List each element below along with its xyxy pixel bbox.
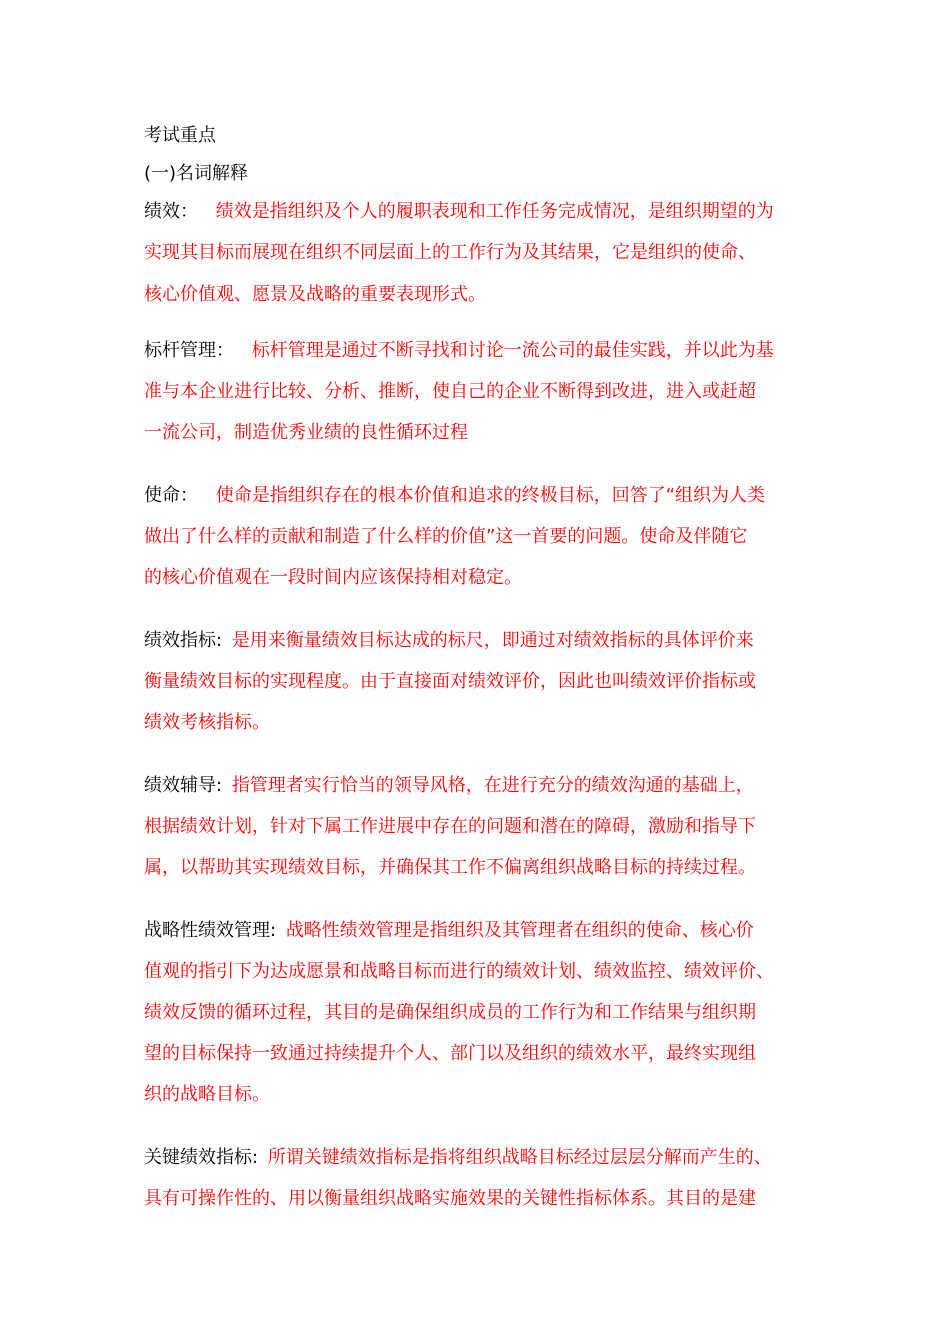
definition-line: 绩效考核指标。 bbox=[144, 712, 270, 733]
definition-line bbox=[144, 774, 754, 798]
definition-text: 绩效是指组织及个人的履职表现和工作任务完成情况，是组织期望的为 bbox=[215, 201, 774, 222]
term-label: 战略性绩效管理: bbox=[144, 920, 277, 941]
definition-text: 标杆管理是通过不断寻找和讨论一流公司的最佳实践，并以此为基 bbox=[251, 340, 774, 361]
definition-line: 具有可操作性的、用以衡量组织战略实施效果的关键性指标体系。其目的是建 bbox=[144, 1188, 756, 1209]
definition-line: 实现其目标而展现在组织不同层面上的工作行为及其结果，它是组织的使命、 bbox=[144, 242, 756, 263]
definition-line: 根据绩效计划，针对下属工作进展中存在的问题和潜在的障碍，激励和指导下 bbox=[144, 816, 756, 837]
definition-line bbox=[144, 629, 754, 653]
definition-line bbox=[144, 919, 754, 943]
term-label: 关键绩效指标: bbox=[144, 1147, 259, 1168]
document-subheading bbox=[144, 162, 248, 186]
definition-text: 指管理者实行恰当的领导风格，在进行充分的绩效沟通的基础上， bbox=[231, 775, 754, 796]
definition-line: 做出了什么样的贡献和制造了什么样的价值”这一首要的问题。使命及伴随它 bbox=[144, 526, 748, 547]
term-label: 绩效指标: bbox=[144, 630, 223, 651]
definition-line bbox=[144, 484, 765, 508]
definition-line: 值观的指引下为达成愿景和战略目标而进行的绩效计划、绩效监控、绩效评价、 bbox=[144, 961, 774, 982]
term-label: 绩效辅导: bbox=[144, 775, 223, 796]
definition-line: 织的战略目标。 bbox=[144, 1084, 270, 1105]
definition-line: 准与本企业进行比较、分析、推断，使自己的企业不断得到改进，进入或赶超 bbox=[144, 381, 756, 402]
definition-line bbox=[144, 339, 774, 363]
definition-line bbox=[144, 200, 774, 224]
term-label: 绩效： bbox=[144, 201, 198, 222]
heading-text: 考试重点 bbox=[144, 125, 216, 146]
definition-line: 望的目标保持一致通过持续提升个人、部门以及组织的绩效水平，最终实现组 bbox=[144, 1043, 756, 1064]
definition-text: 是用来衡量绩效目标达成的标尺，即通过对绩效指标的具体评价来 bbox=[231, 630, 754, 651]
term-label: 使命： bbox=[144, 485, 198, 506]
term-label: 标杆管理： bbox=[144, 340, 234, 361]
document-heading bbox=[144, 124, 216, 148]
definition-line: 衡量绩效目标的实现程度。由于直接面对绩效评价，因此也叫绩效评价指标或 bbox=[144, 671, 756, 692]
definition-line: 一流公司，制造优秀业绩的良性循环过程 bbox=[144, 422, 468, 443]
subheading-text: (一)名词解释 bbox=[144, 163, 249, 184]
definition-line bbox=[144, 1146, 772, 1170]
definition-line: 绩效反馈的循环过程，其目的是确保组织成员的工作行为和工作结果与组织期 bbox=[144, 1002, 756, 1023]
definition-line: 的核心价值观在一段时间内应该保持相对稳定。 bbox=[144, 567, 522, 588]
definition-text: 使命是指组织存在的根本价值和追求的终极目标，回答了“组织为人类 bbox=[215, 485, 766, 506]
definition-text: 所谓关键绩效指标是指将组织战略目标经过层层分解而产生的、 bbox=[267, 1147, 772, 1168]
definition-text: 战略性绩效管理是指组织及其管理者在组织的使命、核心价 bbox=[285, 920, 754, 941]
definition-line: 核心价值观、愿景及战略的重要表现形式。 bbox=[144, 284, 486, 305]
definition-line: 属，以帮助其实现绩效目标，并确保其工作不偏离组织战略目标的持续过程。 bbox=[144, 857, 756, 878]
